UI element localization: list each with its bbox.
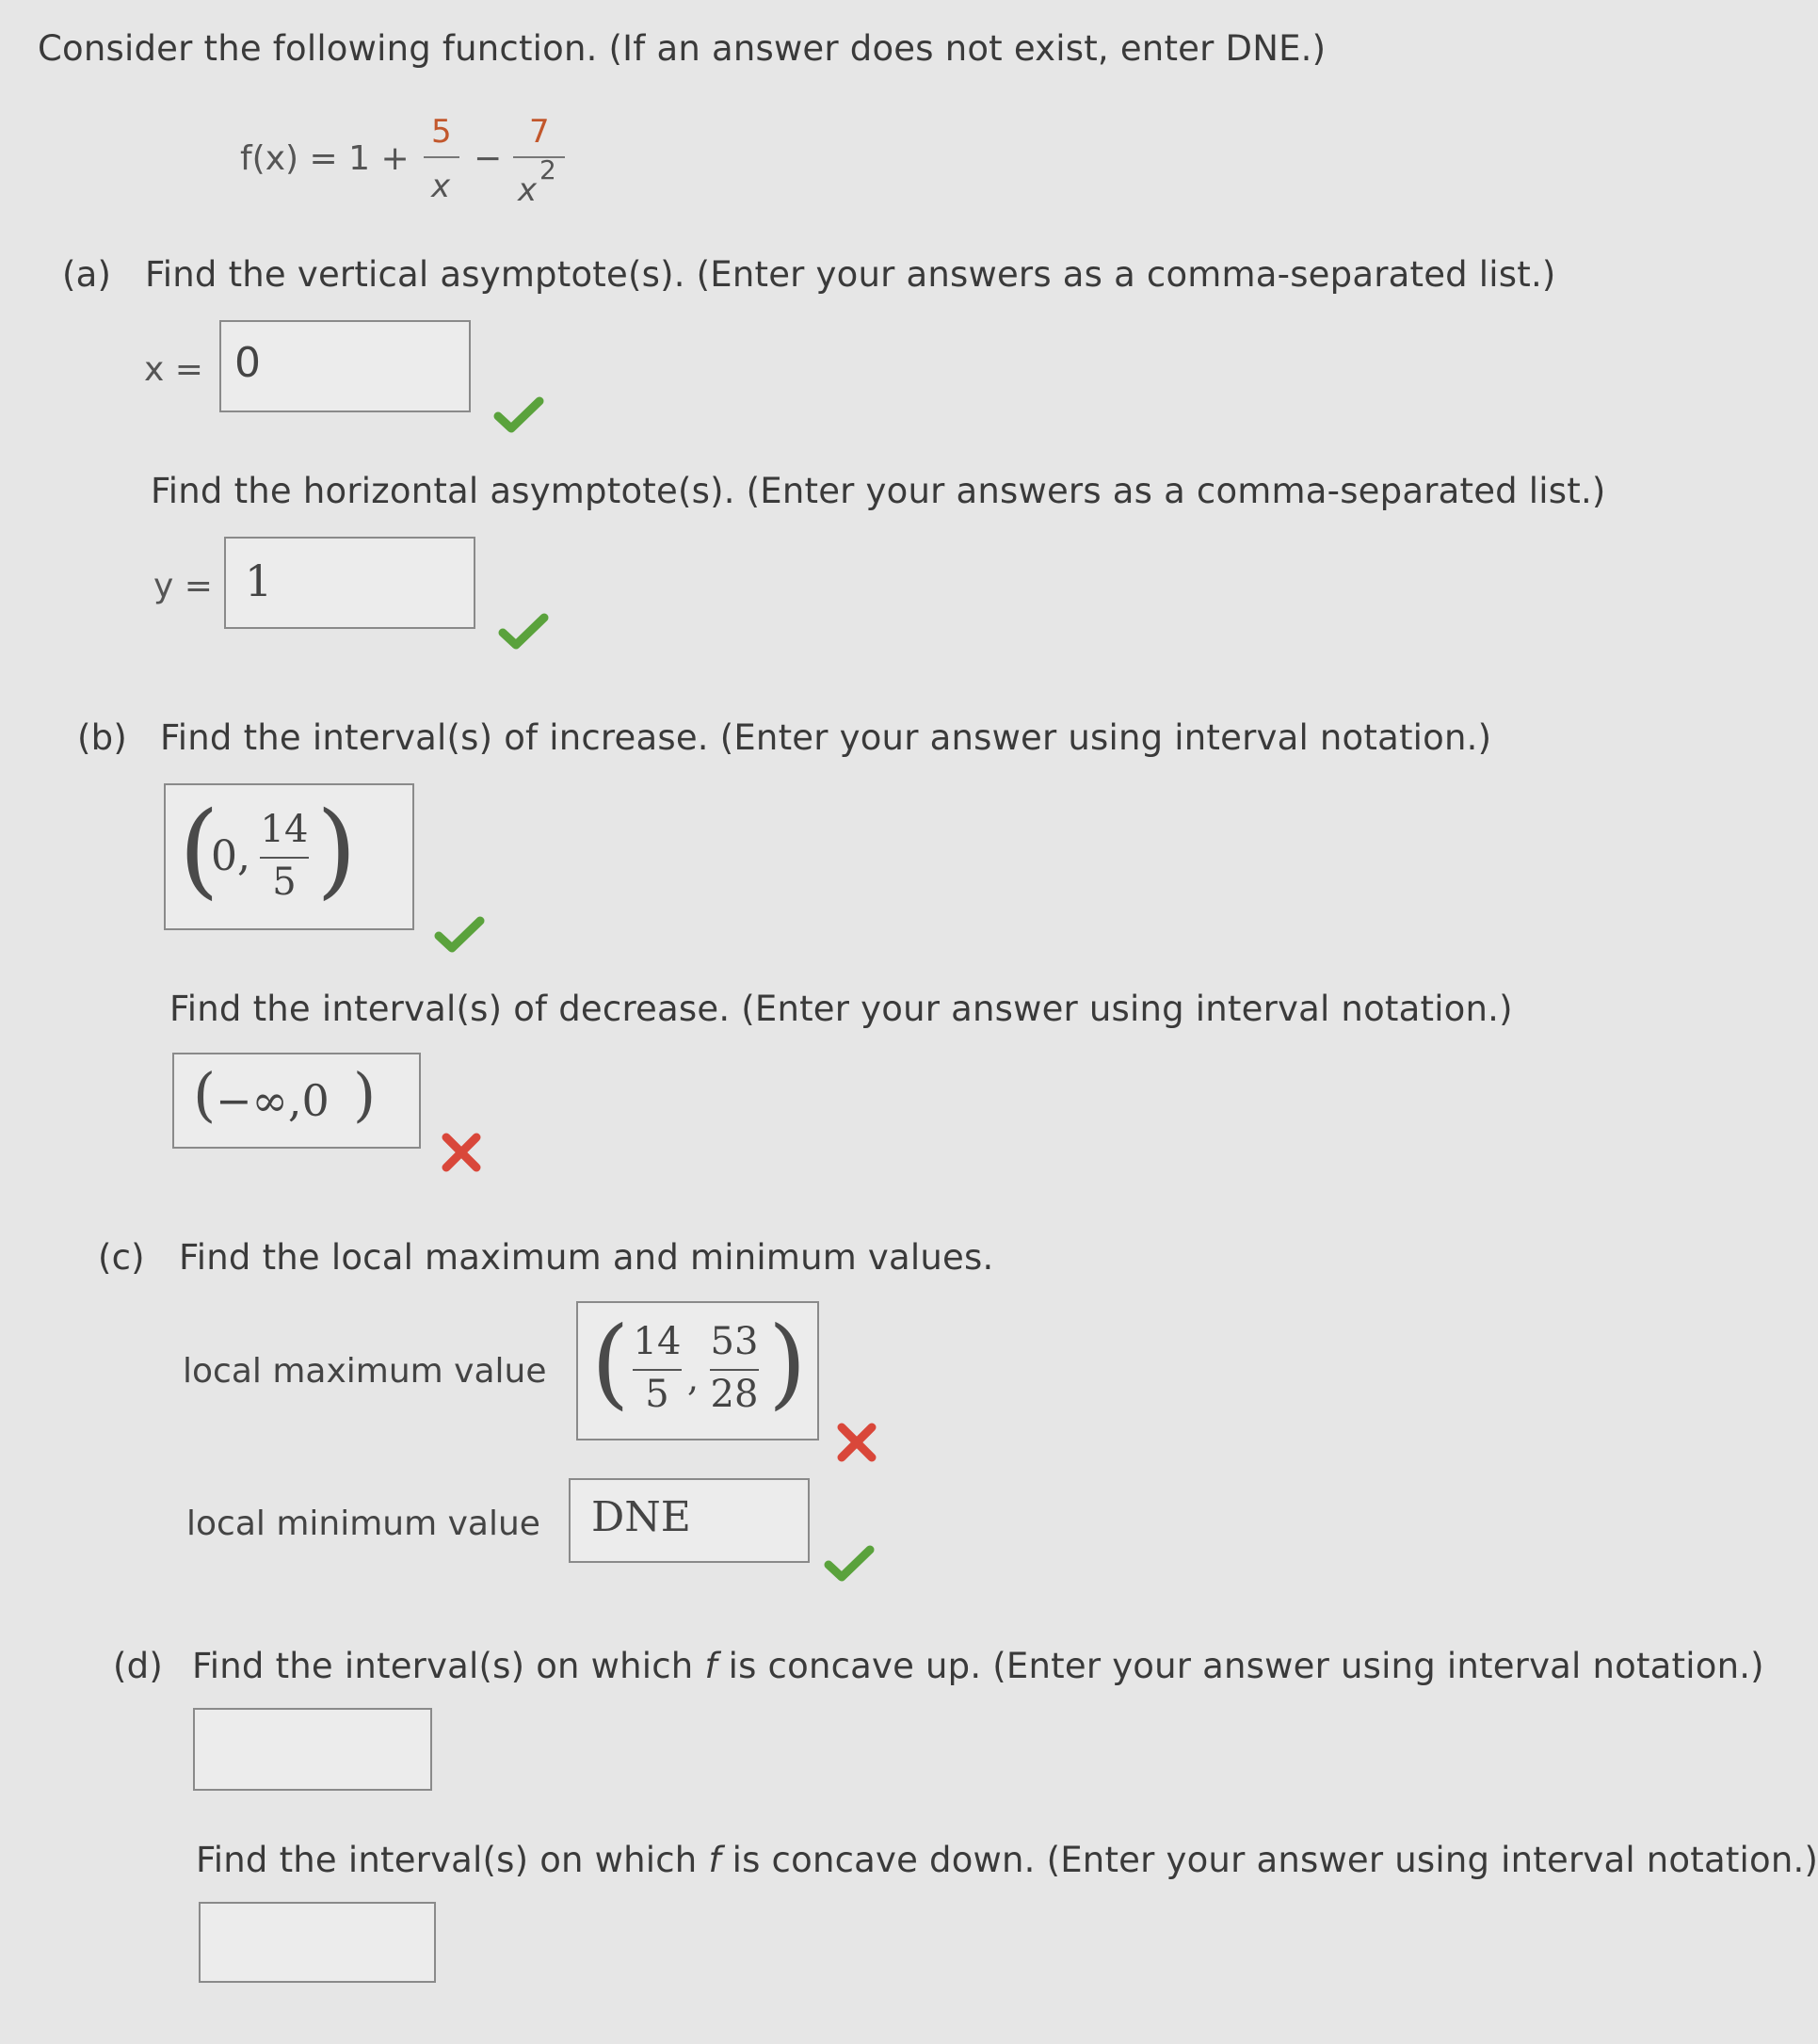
part-d-label: (d) [113,1646,163,1686]
part-b-label: (b) [77,717,127,758]
check-icon [435,915,484,953]
y-equals-label: y = [153,567,213,605]
increase-fraction-numerator: 14 [260,808,309,851]
local-min-value: DNE [591,1493,691,1541]
max-fraction2-bar [710,1369,759,1371]
concave-down-question-f: f [708,1840,721,1880]
minus-sign: − [474,139,503,178]
horizontal-asymptote-input[interactable] [224,537,475,629]
increase-interval-input[interactable] [164,783,414,930]
horizontal-asymptote-question: Find the horizontal asymptote(s). (Enter your answers as a comma-separated list.) [151,471,1606,511]
concave-down-question [196,1840,1818,1880]
concave-up-question [192,1646,1764,1686]
fraction2-denominator: x [518,171,538,209]
max-fraction1-bar [633,1369,682,1371]
horizontal-asymptote-value: 1 [245,555,273,606]
max-fraction1-denominator: 5 [645,1373,669,1416]
local-max-label: local maximum value [183,1352,547,1391]
concave-up-question-post: is concave up. (Enter your answer using interval notation.) [728,1646,1764,1686]
check-icon [494,395,543,433]
function-lhs: f(x) = 1 + [240,139,410,178]
concave-up-input[interactable] [193,1708,432,1791]
max-fraction2-numerator: 53 [710,1320,759,1363]
max-fraction2-denominator: 28 [710,1373,759,1416]
concave-down-question-pre: Find the interval(s) on which [196,1840,698,1880]
decrease-interval-input[interactable] [172,1053,421,1149]
local-min-input[interactable] [569,1478,810,1563]
open-paren: ( [179,789,219,909]
increase-fraction-denominator: 5 [272,861,297,904]
decrease-interval-value: −∞,0 [216,1075,330,1126]
x-equals-label: x = [144,350,203,389]
max-comma: , [687,1358,700,1399]
local-max-input[interactable] [576,1301,819,1440]
check-icon [825,1544,874,1582]
concave-down-input[interactable] [199,1902,436,1983]
open-paren: ( [193,1060,217,1129]
fraction2-numerator: 7 [529,113,550,151]
concave-down-question-post: is concave down. (Enter your answer using interval notation.) [732,1840,1818,1880]
open-paren: ( [591,1305,630,1420]
increase-question: Find the interval(s) of increase. (Enter your answer using interval notation.) [160,717,1492,758]
fraction1-bar [424,156,459,158]
max-fraction1-numerator: 14 [633,1320,682,1363]
local-extrema-question: Find the local maximum and minimum values. [179,1237,994,1278]
close-paren: ) [768,1305,807,1420]
decrease-question: Find the interval(s) of decrease. (Enter your answer using interval notation.) [169,989,1513,1029]
x-mark-icon [832,1424,881,1461]
part-a-label: (a) [62,254,112,295]
fraction2-exponent: 2 [539,154,556,185]
check-icon [499,612,548,650]
concave-up-question-pre: Find the interval(s) on which [192,1646,694,1686]
fraction1-numerator: 5 [431,113,452,151]
vertical-asymptote-question: Find the vertical asymptote(s). (Enter your answers as a comma-separated list.) [145,254,1556,295]
concave-up-question-f: f [704,1646,717,1686]
local-min-label: local minimum value [186,1505,540,1543]
close-paren: ) [353,1060,377,1129]
increase-left-endpoint: 0, [211,832,250,880]
close-paren: ) [316,789,357,909]
vertical-asymptote-value: 0 [234,339,261,387]
fraction1-denominator: x [431,168,451,205]
part-c-label: (c) [98,1237,145,1278]
intro-text: Consider the following function. (If an answer does not exist, enter DNE.) [38,28,1327,69]
x-mark-icon [437,1134,486,1171]
increase-fraction-bar [260,857,309,859]
vertical-asymptote-input[interactable] [219,320,471,412]
